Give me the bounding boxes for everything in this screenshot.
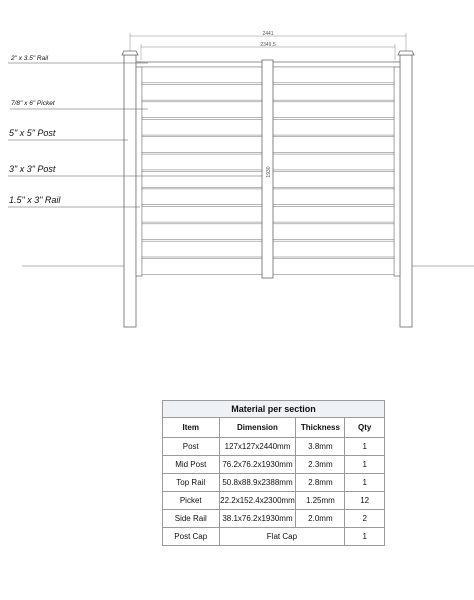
cell-item: Side Rail — [163, 510, 220, 528]
column-header-item: Item — [163, 418, 220, 438]
cell-item: Post — [163, 438, 220, 456]
cell-item: Picket — [163, 492, 220, 510]
cell-thickness: 2.0mm — [296, 510, 345, 528]
label-picket: 7/8" x 6" Picket — [11, 100, 55, 107]
column-header-dimension: Dimension — [219, 418, 296, 438]
cell-item: Top Rail — [163, 474, 220, 492]
material-table — [162, 400, 385, 546]
cell-qty: 1 — [345, 474, 385, 492]
cell-dimension: 22.2x152.4x2300mm — [219, 492, 296, 510]
column-header-thickness: Thickness — [296, 418, 345, 438]
table-row — [163, 492, 385, 510]
cell-thickness: 2.3mm — [296, 456, 345, 474]
label-side-rail: 1.5" x 3" Rail — [9, 195, 61, 205]
cell-dimension: Flat Cap — [219, 528, 345, 546]
cell-qty: 12 — [345, 492, 385, 510]
table-row — [163, 456, 385, 474]
table-title: Material per section — [163, 401, 385, 418]
overall-width-dimension: 2441 — [262, 31, 274, 37]
label-post-3x3: 3" x 3" Post — [9, 164, 56, 174]
cell-thickness: 1.25mm — [296, 492, 345, 510]
table-row — [163, 438, 385, 456]
height-dimension: 1930 — [266, 166, 272, 178]
cell-dimension: 38.1x76.2x1930mm — [219, 510, 296, 528]
cell-qty: 2 — [345, 510, 385, 528]
cell-thickness: 3.8mm — [296, 438, 345, 456]
table-row — [163, 528, 385, 546]
label-post-5x5: 5" x 5" Post — [9, 128, 56, 138]
column-header-qty: Qty — [345, 418, 385, 438]
table-row — [163, 474, 385, 492]
cell-thickness: 2.8mm — [296, 474, 345, 492]
cell-qty: 1 — [345, 438, 385, 456]
cell-item: Mid Post — [163, 456, 220, 474]
label-top-rail: 2" x 3.5" Rail — [11, 55, 49, 62]
cell-dimension: 50.8x88.9x2388mm — [219, 474, 296, 492]
table-row — [163, 510, 385, 528]
inner-width-dimension: 2349.5 — [260, 42, 276, 48]
cell-qty: 1 — [345, 528, 385, 546]
cell-item: Post Cap — [163, 528, 220, 546]
cell-dimension: 127x127x2440mm — [219, 438, 296, 456]
cell-qty: 1 — [345, 456, 385, 474]
cell-dimension: 76.2x76.2x1930mm — [219, 456, 296, 474]
